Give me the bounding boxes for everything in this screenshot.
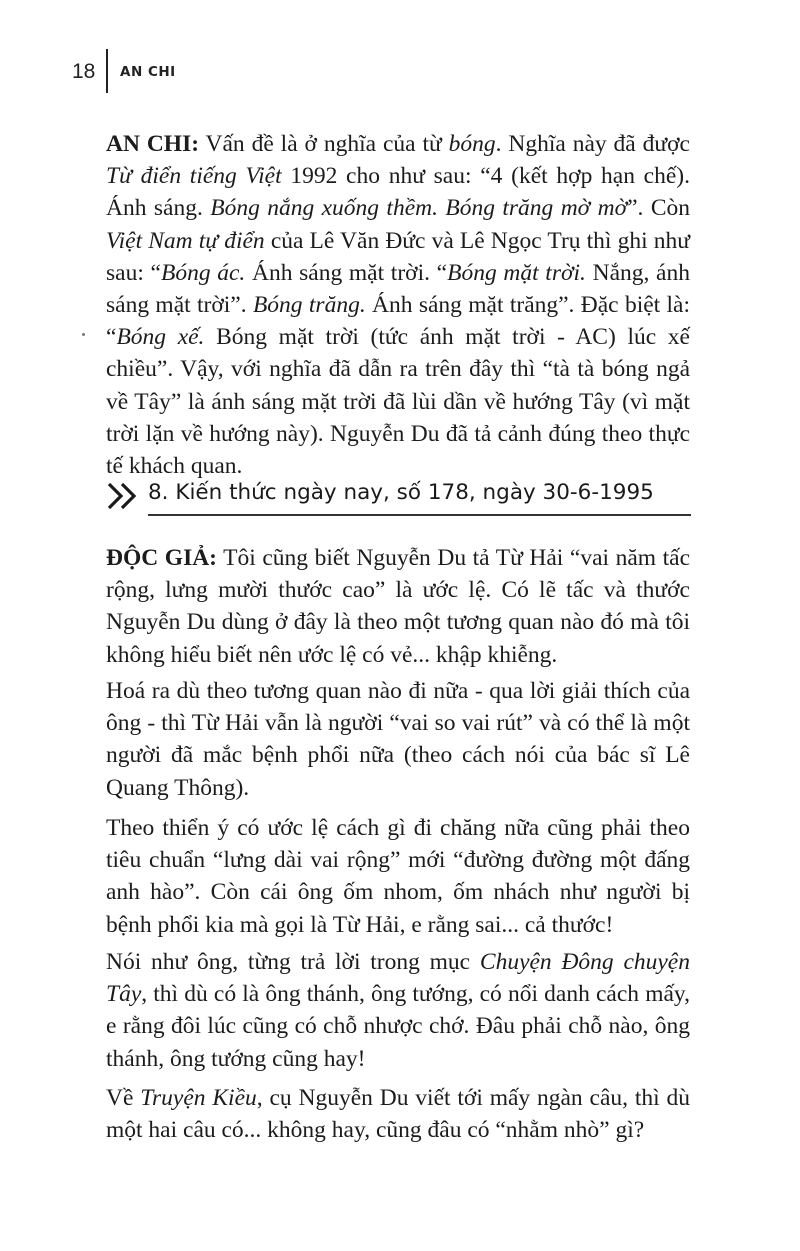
answer-italic: Bóng trăng. — [252, 292, 366, 319]
page-number: 18 — [72, 60, 96, 83]
book-title-italic: Truyện Kiều — [140, 1085, 257, 1111]
answer-italic: Bóng mặt trời. — [447, 259, 586, 286]
header-divider — [106, 49, 108, 93]
column-name-italic: Chuyện Đông chuyện Tây — [106, 949, 690, 1008]
section-underline — [148, 514, 691, 516]
answer-text: Ánh sáng mặt trăng”. Đặc biệt là: “ — [106, 292, 691, 351]
reader-text: , cụ Nguyễn Du viết tới mấy ngàn câu, thì dù một hai câu có... không hay, cũng đâu có “nhằm nhò” gì? — [106, 1085, 690, 1144]
answer-italic: Bóng xế. — [116, 324, 205, 351]
answer-paragraph — [106, 128, 690, 482]
answer-text: của Lê Văn Đức và Lê Ngọc Trụ thì ghi như sau: “ — [106, 227, 690, 286]
answer-text: 1992 cho như sau: “4 (kết hợp hạn chế). Ánh sáng. — [106, 163, 690, 222]
answer-text: ”. Còn — [627, 195, 690, 222]
reader-speaker: ĐỘC GIẢ: — [106, 545, 218, 571]
page-header — [0, 0, 800, 120]
answer-italic: Bóng ác. — [160, 259, 246, 286]
reader-paragraph-2: Hoá ra dù theo tương quan nào đi nữa - qua lời giải thích của ông - thì Từ Hải vẫn là người “vai so vai rút” và có thể là một người đã mắc bệnh phổi nữa (theo cách nói của bác sĩ Lê Quang Thông). — [106, 678, 690, 801]
answer-text: Bóng mặt trời (tức ánh mặt trời - AC) lúc xế chiều”. Vậy, với nghĩa đã dẫn ra trên đây thì “tà tà bóng ngả về Tây” là ánh sáng mặt trời đã lùi dần về hướng Tây (vì mặt trời lặn về hướng này). Nguyễn Du đã tả cảnh đúng theo thực tế khách quan. — [106, 324, 690, 480]
reader-paragraph-3: Theo thiển ý có ước lệ cách gì đi chăng nữa cũng phải theo tiêu chuẩn “lưng dài vai rộng” mới “đường đường một đấng anh hào”. Còn cái ông ốm nhom, ốm nhách như người bị bệnh phổi kia mà gọi là Từ Hải, e rằng sai... cả thước! — [106, 815, 690, 938]
reader-paragraph-4 — [106, 946, 690, 1075]
reader-text: Nói như ông, từng trả lời trong mục — [106, 949, 480, 975]
answer-text: Nắng, ánh sáng mặt trời”. — [106, 259, 690, 319]
running-title: AN CHI — [120, 64, 176, 80]
double-chevron-right-icon — [106, 481, 140, 511]
answer-text: Vấn đề là ở nghĩa của từ — [199, 131, 449, 157]
reader-text: , thì dù có là ông thánh, ông tướng, có nổi danh cách mấy, e rằng đôi lúc cũng có chỗ nhược chớ. Đâu phải chỗ nào, ông thánh, ông tướng cũng hay! — [106, 981, 690, 1072]
answer-italic: Bóng nắng xuống thềm. Bóng trăng mờ mờ — [210, 195, 628, 222]
reader-text: Tôi cũng biết Nguyễn Du tả Từ Hải “vai năm tấc rộng, lưng mười thước cao” là ước lệ. Có lẽ tấc và thước Nguyễn Du dùng ở đây là theo một tương quan nào đó mà tôi không hiểu biết nên ước lệ có vẻ... khập khiễng. — [106, 545, 690, 668]
section-heading — [106, 478, 691, 518]
reader-paragraph-5 — [106, 1082, 690, 1146]
reader-paragraph-1 — [106, 542, 690, 671]
reader-text: Về — [106, 1085, 141, 1111]
section-title: 8. Kiến thức ngày nay, số 178, ngày 30-6-1995 — [148, 480, 654, 505]
answer-italic: bóng — [448, 131, 496, 157]
answer-text: . Nghĩa này đã được — [495, 131, 690, 157]
answer-speaker: AN CHI: — [106, 131, 200, 157]
answer-italic: Từ điển tiếng Việt — [106, 163, 282, 190]
answer-italic: Việt Nam tự điển — [106, 227, 265, 254]
answer-text: Ánh sáng mặt trời. “ — [245, 259, 448, 286]
margin-speck — [82, 333, 85, 336]
